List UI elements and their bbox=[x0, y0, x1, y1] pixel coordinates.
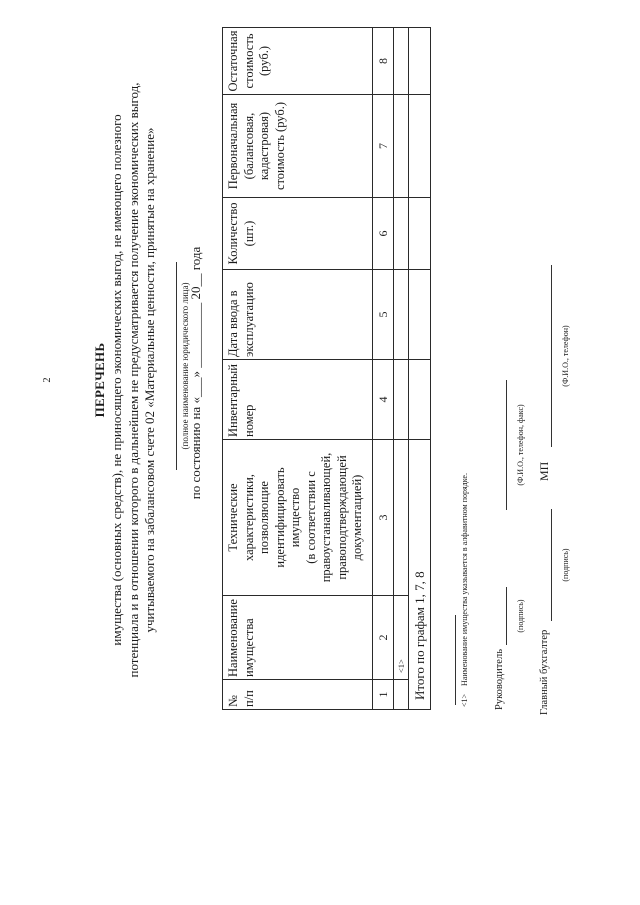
col-header-row-number bbox=[223, 680, 373, 710]
stamp-placeholder: МП bbox=[537, 461, 551, 481]
table-cell bbox=[409, 198, 431, 270]
col-header-label: № п/п bbox=[226, 690, 256, 707]
col-header-inventory-number bbox=[223, 360, 373, 440]
chief-accountant-signature-label: Главный бухгалтер bbox=[539, 629, 550, 715]
total-row bbox=[409, 28, 431, 710]
chief-accountant-signature-caption: (подпись) bbox=[561, 548, 570, 582]
table-row bbox=[394, 28, 409, 710]
column-number-cell: 4 bbox=[373, 360, 394, 440]
as-of-date-line: по состоянию на «___» __________ 20__ года bbox=[188, 246, 203, 500]
col-header-label: Количество (шт.) bbox=[226, 202, 256, 265]
column-number-cell: 1 bbox=[373, 680, 394, 710]
col-header-property-name bbox=[223, 596, 373, 680]
col-header-initial-cost bbox=[223, 95, 373, 198]
column-number-cell: 5 bbox=[373, 270, 394, 360]
head-signature-line bbox=[506, 587, 507, 645]
property-register-table bbox=[222, 27, 431, 710]
subtitle-line: имущества (основных средств), не приносящего экономических выгод, не имеющего полезного bbox=[109, 114, 124, 646]
subtitle-line: учитываемого на забалансовом счете 02 «Материальные ценности, принятые на хранение» bbox=[142, 127, 157, 633]
column-number-cell: 7 bbox=[373, 95, 394, 198]
subtitle-line: потенциала и в отношении которого в дальнейшем не предусматривается получение экономических выгод, bbox=[125, 82, 141, 678]
col-header-label: Остаточная стоимость (руб.) bbox=[226, 30, 271, 92]
col-header-label: Первоначальная (балансовая, кадастровая) стоимость (руб.) bbox=[226, 101, 287, 191]
table-cell bbox=[394, 360, 409, 440]
head-signature-caption: (подпись) bbox=[516, 599, 525, 633]
chief-accountant-signature-line bbox=[551, 509, 552, 621]
chief-accountant-name-line bbox=[551, 265, 552, 447]
table-cell bbox=[394, 440, 409, 596]
column-number-cell: 8 bbox=[373, 28, 394, 95]
col-header-technical-specs bbox=[223, 440, 373, 596]
chief-accountant-name-caption: (Ф.И.О., телефон) bbox=[561, 325, 570, 387]
col-header-label: Дата ввода в эксплуатацию bbox=[226, 282, 256, 357]
footnote-marker: <1> bbox=[460, 693, 469, 707]
footnote-text: Наименование имущества указывается в алфавитном порядке. bbox=[460, 473, 469, 686]
column-number-cell: 3 bbox=[373, 440, 394, 596]
col-header-label: Наименование имущества bbox=[226, 599, 256, 677]
head-name-caption: (Ф.И.О., телефон, факс) bbox=[516, 404, 525, 486]
col-header-quantity bbox=[223, 198, 373, 270]
col-header-label: Инвентарный номер bbox=[226, 364, 256, 437]
footnote-separator bbox=[455, 615, 456, 705]
table-cell bbox=[394, 270, 409, 360]
col-header-residual-cost bbox=[223, 28, 373, 95]
table-cell bbox=[409, 270, 431, 360]
col-header-label: Технические характеристики, позволяющие идентифицировать имущество (в соответствии с правоустанавливающей, правоподтверждающей документацией) bbox=[226, 452, 364, 583]
head-name-line bbox=[506, 380, 507, 510]
table-header-row bbox=[223, 28, 373, 710]
table-cell bbox=[409, 360, 431, 440]
table-cell bbox=[409, 95, 431, 198]
entity-name-field-line bbox=[176, 262, 177, 470]
footnote-ref-cell: <1> bbox=[394, 596, 409, 680]
col-header-commissioning-date bbox=[223, 270, 373, 360]
table-cell bbox=[394, 680, 409, 710]
footnote bbox=[460, 473, 470, 707]
table-cell bbox=[394, 28, 409, 95]
total-label: Итого по графам 1, 7, 8 bbox=[409, 440, 431, 710]
page-number: 2 bbox=[42, 377, 53, 383]
head-signature-label: Руководитель bbox=[494, 649, 505, 710]
column-number-row bbox=[373, 28, 394, 710]
table-cell bbox=[394, 198, 409, 270]
table-cell bbox=[394, 95, 409, 198]
table-cell bbox=[409, 28, 431, 95]
column-number-cell: 2 bbox=[373, 596, 394, 680]
column-number-cell: 6 bbox=[373, 198, 394, 270]
entity-name-caption: (полное наименование юридического лица) bbox=[180, 282, 190, 450]
document-title: ПЕРЕЧЕНЬ bbox=[92, 342, 107, 418]
document-subtitle bbox=[109, 25, 159, 735]
